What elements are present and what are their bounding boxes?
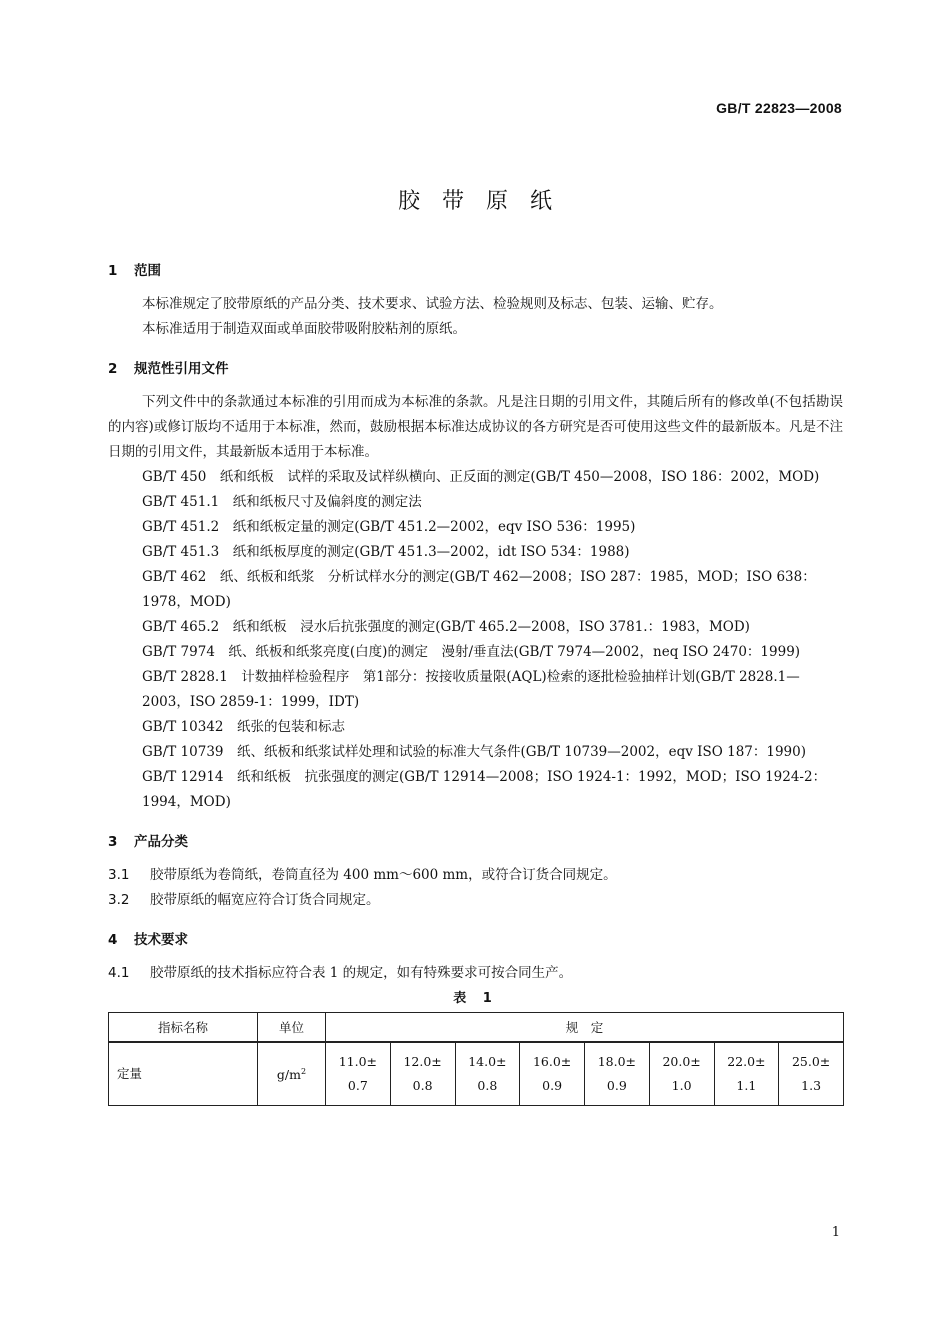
clause (108, 863, 843, 888)
cell-value (779, 1042, 844, 1106)
reference-item: GB/T 7974 纸、纸板和纸浆亮度(白度)的测定 漫射/垂直法(GB/T 7974—2002，neq ISO 2470：1999) (142, 644, 801, 660)
clause-number: 3.1 (108, 867, 130, 883)
reference-item: GB/T 10342 纸张的包装和标志 (142, 719, 345, 735)
value-tolerance: 1.3 (801, 1078, 822, 1093)
clause-text: 胶带原纸的幅宽应符合订货合同规定。 (150, 892, 380, 908)
cell-value (326, 1042, 391, 1106)
reference-text: GB/T 450 纸和纸板 试样的采取及试样纵横向、正反面的测定(GB/T 450—2008，ISO 186：2002，MOD) (142, 469, 820, 485)
clause (108, 888, 843, 913)
header-cell-spec: 规 定 (326, 1013, 844, 1043)
value-tolerance: 0.7 (347, 1078, 368, 1093)
value-main: 11.0± (338, 1054, 378, 1069)
specification-table (108, 1012, 844, 1106)
paragraph: 本标准适用于制造双面或单面胶带吸附胶粘剂的原纸。 (142, 321, 466, 337)
section-number: 3 (108, 834, 118, 850)
section-number: 2 (108, 361, 118, 377)
section-title: 规范性引用文件 (134, 361, 229, 377)
clause-text: 胶带原纸的技术指标应符合表 1 的规定，如有特殊要求可按合同生产。 (150, 965, 573, 981)
header-cell-indicator: 指标名称 (109, 1013, 258, 1043)
reference-item: GB/T 451.3 纸和纸板厚度的测定(GB/T 451.3—2002，idt ISO 534：1988) (142, 544, 630, 560)
value-main: 16.0± (532, 1054, 572, 1069)
value-main: 14.0± (468, 1054, 507, 1069)
standard-number: GB/T 22823—2008 (716, 100, 842, 116)
table-row (109, 1042, 844, 1106)
value-main: 12.0± (403, 1054, 442, 1069)
value-main: 18.0± (597, 1054, 637, 1069)
section-title: 技术要求 (134, 932, 188, 948)
reference-item: GB/T 2828.1 计数抽样检验程序 第1部分：按接收质量限(AQL)检索的逐批检验抽样计划(GB/T 2828.1—2003，ISO 2859-1：1999，IDT) (142, 669, 800, 710)
section-heading-technical-requirements (108, 927, 843, 953)
unit-base: g/m (276, 1067, 301, 1083)
section-heading-normative-references (108, 356, 843, 382)
cell-value (649, 1042, 714, 1106)
header-cell-unit: 单位 (258, 1013, 326, 1043)
value-main: 20.0± (662, 1054, 701, 1069)
unit-superscript: 2 (300, 1067, 307, 1077)
section-number: 1 (108, 263, 118, 279)
value-tolerance: 0.9 (606, 1078, 627, 1093)
cell-unit (258, 1042, 326, 1106)
section-title: 范围 (134, 263, 161, 279)
value-tolerance: 0.8 (412, 1078, 433, 1093)
page-number: 1 (831, 1225, 840, 1240)
value-tolerance: 0.8 (477, 1078, 498, 1093)
reference-item: GB/T 451.1 纸和纸板尺寸及偏斜度的测定法 (142, 494, 422, 510)
value-main: 22.0± (727, 1054, 766, 1069)
table-header-row (109, 1013, 844, 1043)
value-tolerance: 1.0 (671, 1078, 692, 1093)
reference-item: GB/T 462 纸、纸板和纸浆 分析试样水分的测定(GB/T 462—2008；ISO 287：1985，MOD；ISO 638：1978，MOD) (142, 569, 816, 610)
document-title: 胶带原纸 (397, 189, 574, 214)
section-heading-product-classification (108, 829, 843, 855)
cell-value (585, 1042, 650, 1106)
reference-item: GB/T 451.2 纸和纸板定量的测定(GB/T 451.2—2002，eqv ISO 536：1995) (142, 519, 636, 535)
section-title: 产品分类 (134, 834, 188, 850)
document-body (108, 258, 843, 1106)
section-heading-scope (108, 258, 843, 284)
reference-item: GB/T 12914 纸和纸板 抗张强度的测定(GB/T 12914—2008；ISO 1924-1：1992，MOD；ISO 1924-2：1994，MOD) (142, 769, 827, 810)
reference-item (108, 465, 843, 490)
cell-indicator-name: 定量 (109, 1042, 258, 1106)
section-number: 4 (108, 932, 118, 948)
reference-item: GB/T 10739 纸、纸板和纸浆试样处理和试验的标准大气条件(GB/T 10739—2002，eqv ISO 187：1990) (142, 744, 806, 760)
reference-item: GB/T 465.2 纸和纸板 浸水后抗张强度的测定(GB/T 465.2—2008，ISO 3781.：1983，MOD) (142, 619, 750, 635)
table-caption: 表 1 (453, 991, 498, 1006)
value-tolerance: 0.9 (542, 1078, 563, 1093)
paragraph: 本标准规定了胶带原纸的产品分类、技术要求、试验方法、检验规则及标志、包装、运输、贮存。 (142, 296, 723, 312)
value-main: 25.0± (791, 1054, 831, 1069)
cell-value (520, 1042, 585, 1106)
clause-number: 4.1 (108, 965, 130, 981)
clause-number: 3.2 (108, 892, 130, 908)
cell-value (455, 1042, 520, 1106)
clause-text: 胶带原纸为卷筒纸，卷筒直径为 400 mm～600 mm，或符合订货合同规定。 (150, 867, 617, 883)
clause (108, 961, 843, 986)
cell-value (390, 1042, 455, 1106)
value-tolerance: 1.1 (736, 1078, 757, 1093)
paragraph: 下列文件中的条款通过本标准的引用而成为本标准的条款。凡是注日期的引用文件，其随后所有的修改单(不包括勘误的内容)或修订版均不适用于本标准，然而，鼓励根据本标准达成协议的各方研究是否可使用这些文件的最新版本。凡是不注日期的引用文件，其最新版本适用于本标准。 (108, 394, 843, 460)
cell-value (714, 1042, 779, 1106)
